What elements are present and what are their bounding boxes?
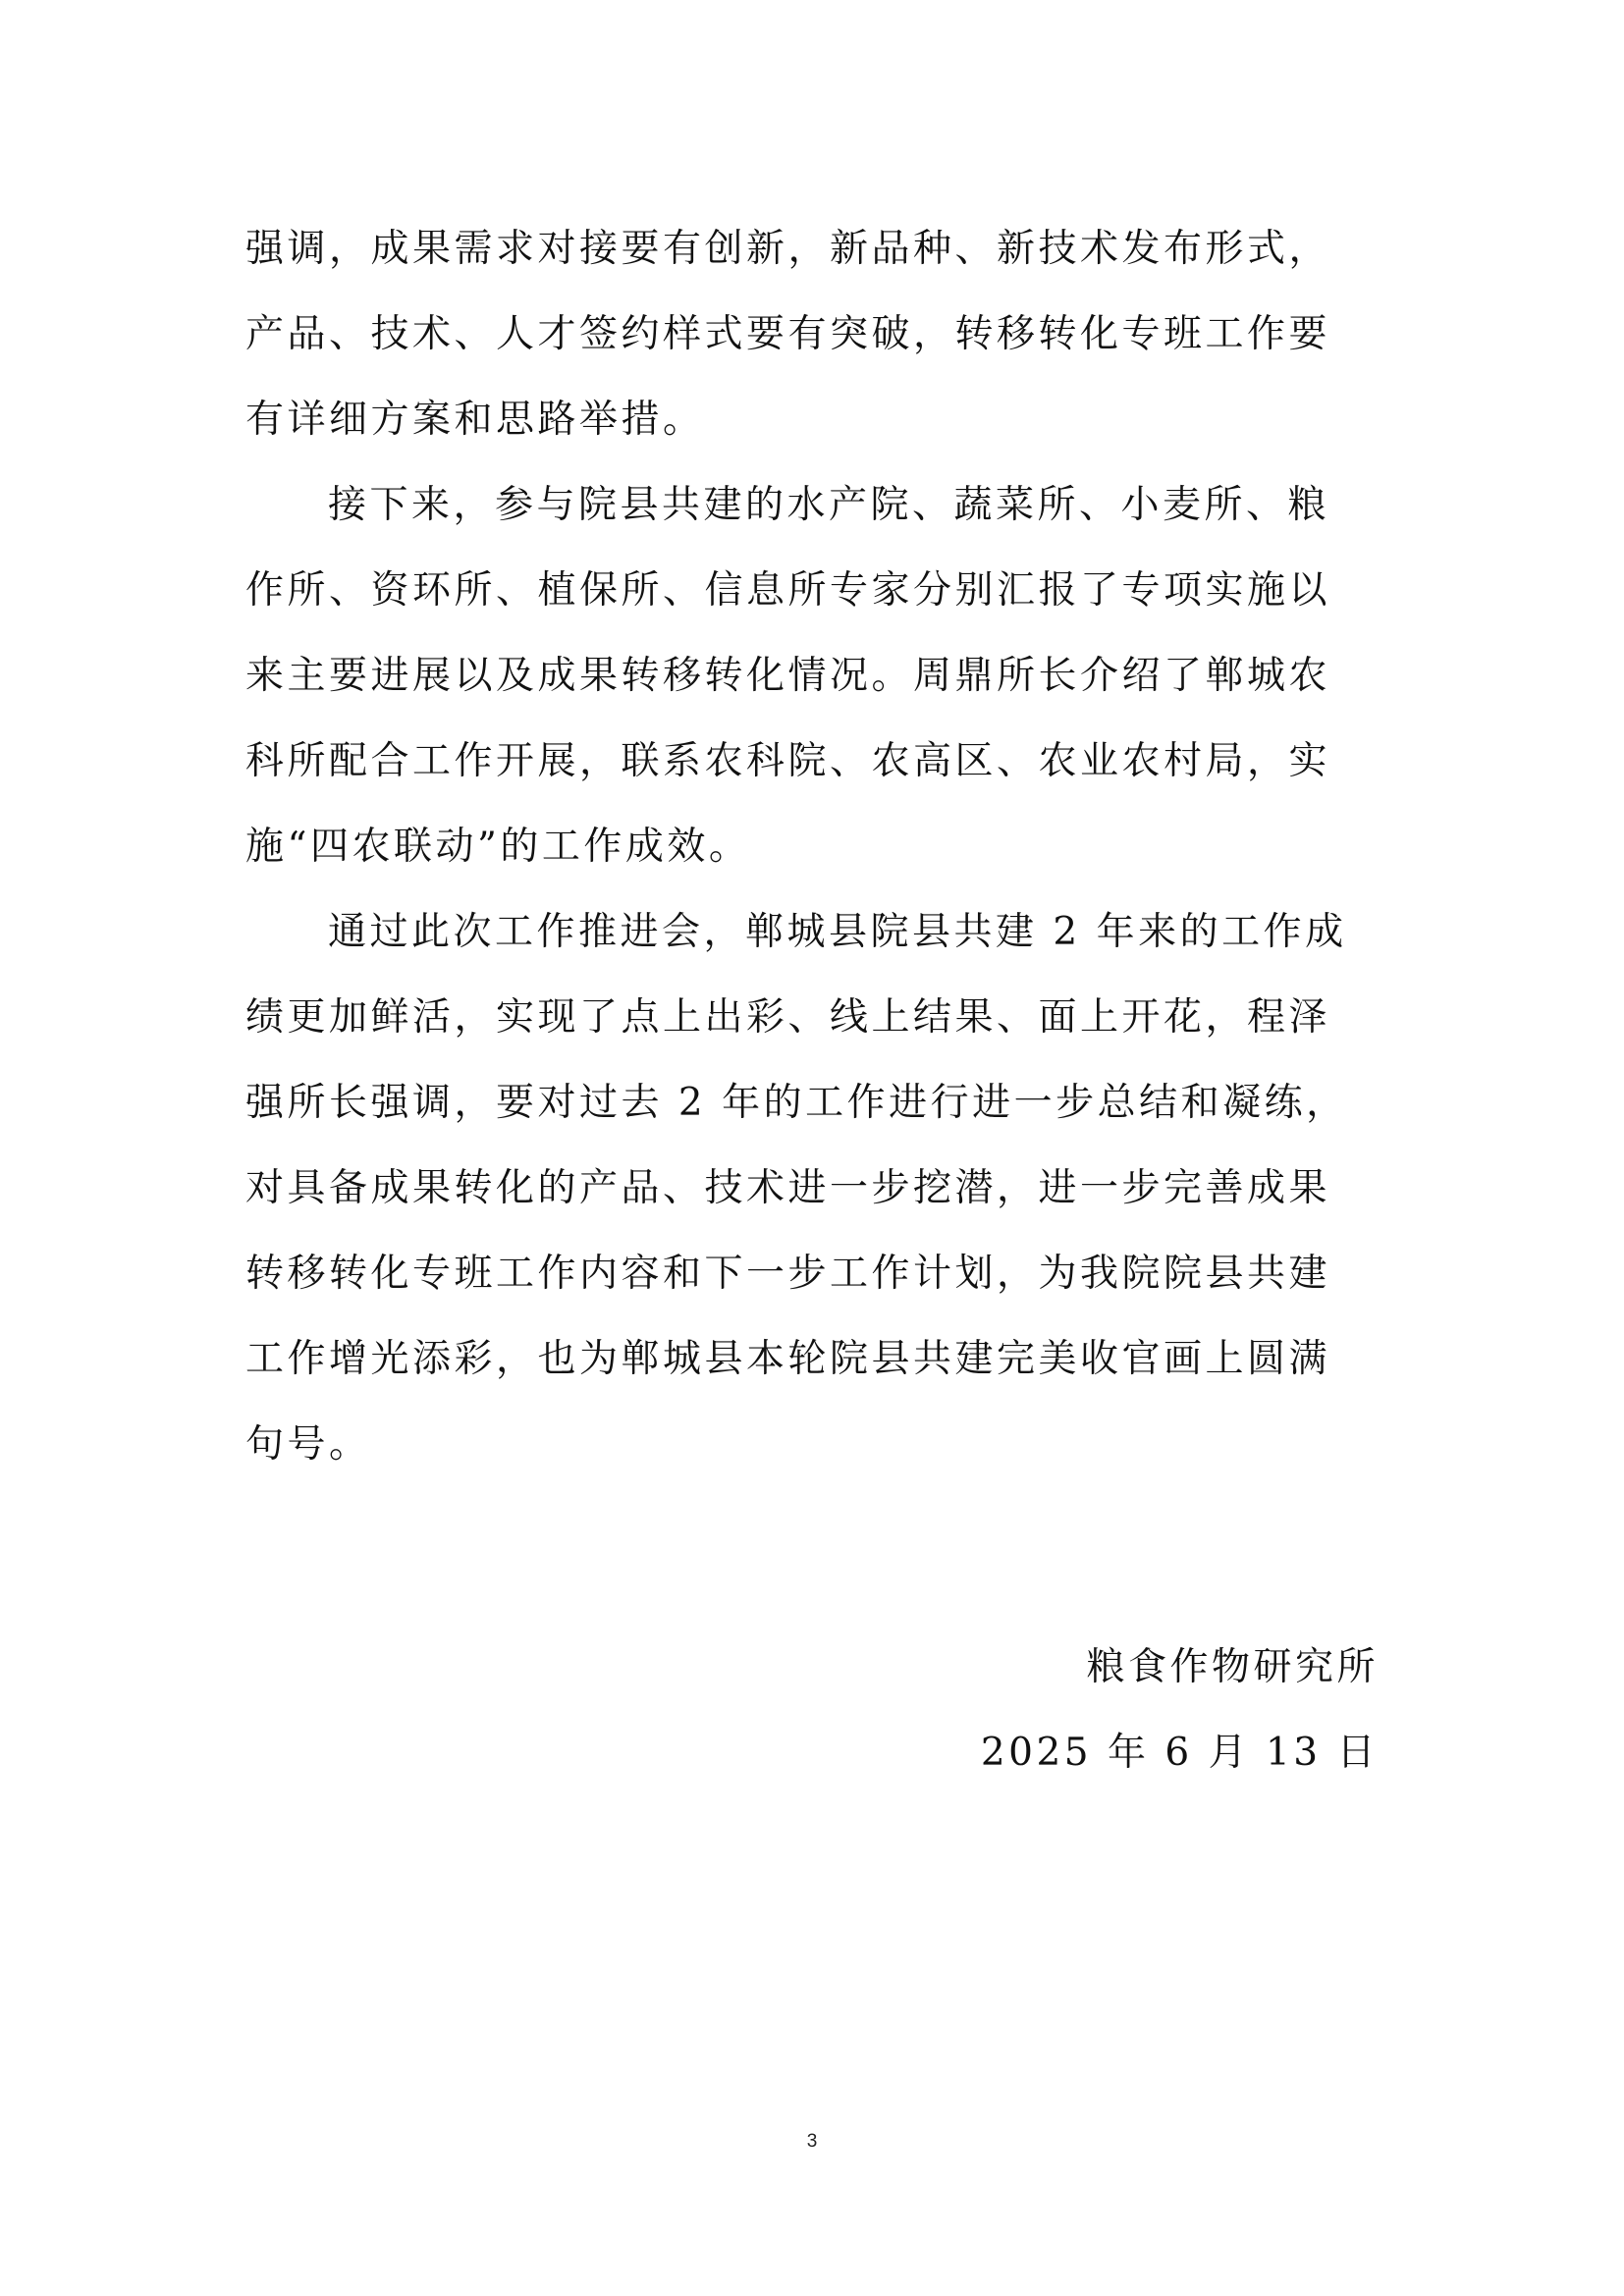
text-line: 句号。 bbox=[245, 1422, 371, 1467]
signature-organization: 粮食作物研究所 bbox=[1086, 1645, 1379, 1689]
text-line: 转移转化专班工作内容和下一步工作计划，为我院院县共建 bbox=[245, 1252, 1331, 1296]
signature-date: 2025 年 6 月 13 日 bbox=[980, 1731, 1379, 1775]
text-line: 有详细方案和思路举措。 bbox=[245, 398, 705, 442]
text-line: 接下来，参与院县共建的水产院、蔬菜所、小麦所、粮 bbox=[328, 483, 1330, 527]
paragraph-1 bbox=[245, 206, 1394, 462]
text-line: 强调，成果需求对接要有创新，新品种、新技术发布形式， bbox=[245, 227, 1331, 271]
signature-block bbox=[981, 1625, 1379, 1795]
text-line: 工作增光添彩，也为郸城县本轮院县共建完美收官画上圆满 bbox=[245, 1337, 1331, 1381]
text-line: 产品、技术、人才签约样式要有突破，转移转化专班工作要 bbox=[245, 312, 1331, 356]
paragraph-2 bbox=[245, 462, 1394, 889]
text-line: 对具备成果转化的产品、技术进一步挖潜，进一步完善成果 bbox=[245, 1166, 1331, 1210]
text-line: 来主要进展以及成果转移转化情况。周鼎所长介绍了郸城农 bbox=[245, 654, 1331, 698]
body-text bbox=[245, 206, 1394, 1487]
text-line: 绩更加鲜活，实现了点上出彩、线上结果、面上开花，程泽 bbox=[245, 995, 1331, 1040]
text-line: 强所长强调，要对过去 2 年的工作进行进一步总结和凝练， bbox=[245, 1081, 1348, 1125]
text-line: 科所配合工作开展，联系农科院、农高区、农业农村局，实 bbox=[245, 739, 1331, 783]
text-line: 施“四农联动”的工作成效。 bbox=[245, 825, 751, 869]
page-number: 3 bbox=[806, 2131, 818, 2152]
text-line: 通过此次工作推进会，郸城县院县共建 2 年来的工作成 bbox=[328, 910, 1347, 954]
paragraph-3 bbox=[245, 889, 1394, 1487]
text-line: 作所、资环所、植保所、信息所专家分别汇报了专项实施以 bbox=[245, 568, 1331, 613]
